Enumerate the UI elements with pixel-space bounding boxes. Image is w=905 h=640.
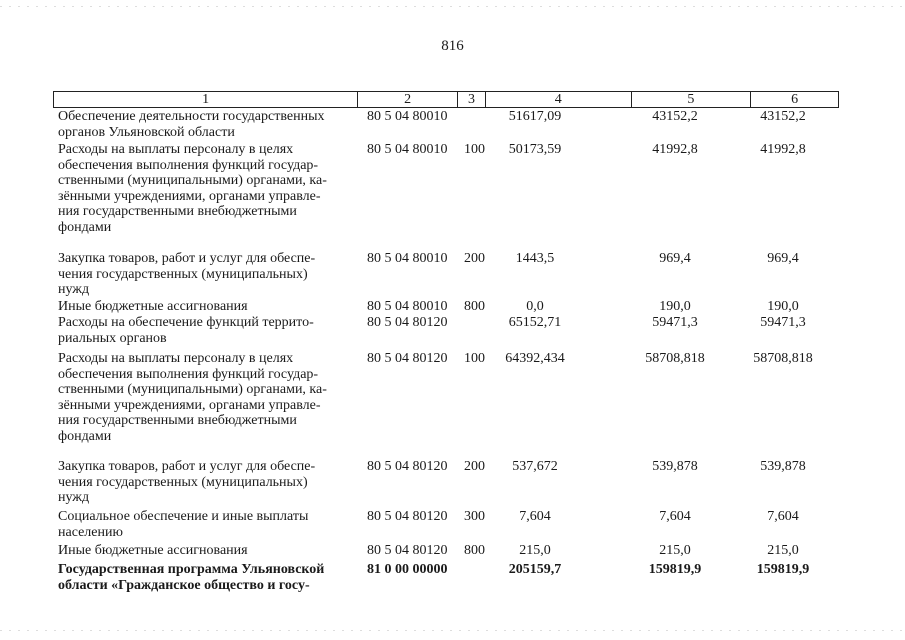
row-value-col6: 41992,8 bbox=[760, 142, 806, 157]
row-value-col4: 537,672 bbox=[512, 459, 558, 474]
header-col-6: 6 bbox=[750, 92, 838, 107]
description-line: органов Ульяновской области bbox=[58, 124, 235, 140]
description-line: Социальное обеспечение и иные выплаты bbox=[58, 509, 309, 524]
row-value-col4: 51617,09 bbox=[508, 109, 562, 124]
description-line: чения государственных (муниципальных) bbox=[58, 474, 308, 490]
row-value-col5: 59471,3 bbox=[652, 315, 698, 330]
row-value-col5: 215,0 bbox=[659, 543, 691, 558]
row-expense-type: 800 bbox=[464, 299, 485, 314]
row-value-col6: 58708,818 bbox=[753, 351, 813, 366]
row-value-col4: 205159,7 bbox=[508, 562, 562, 577]
description-line: ственными (муниципальными) органами, ка- bbox=[58, 382, 327, 398]
description-line: ственными (муниципальными) органами, ка- bbox=[58, 173, 327, 189]
row-expense-type: 100 bbox=[464, 351, 485, 366]
row-value-col5: 58708,818 bbox=[645, 351, 705, 366]
description-line: обеспечения выполнения функций государ- bbox=[58, 157, 319, 173]
row-value-col6: 969,4 bbox=[767, 251, 799, 266]
row-value-col5: 190,0 bbox=[659, 299, 691, 314]
row-description bbox=[58, 459, 354, 506]
description-line: нужд bbox=[58, 490, 90, 506]
header-col-1: 1 bbox=[202, 92, 210, 107]
row-code: 81 0 00 00000 bbox=[367, 562, 448, 577]
row-value-col6: 7,604 bbox=[767, 509, 799, 524]
row-value-col6: 539,878 bbox=[760, 459, 806, 474]
row-value-col5: 969,4 bbox=[659, 251, 691, 266]
row-value-col6: 215,0 bbox=[767, 543, 799, 558]
row-code: 80 5 04 80120 bbox=[367, 509, 448, 524]
description-line: Иные бюджетные ассигнования bbox=[58, 543, 248, 558]
row-description bbox=[58, 315, 354, 346]
row-description bbox=[58, 109, 354, 140]
description-line: нужд bbox=[58, 282, 90, 298]
row-expense-type: 200 bbox=[464, 459, 485, 474]
row-code: 80 5 04 80120 bbox=[367, 315, 448, 330]
description-line: обеспечения выполнения функций государ- bbox=[58, 366, 319, 382]
description-line: Закупка товаров, работ и услуг для обеспе- bbox=[58, 251, 316, 266]
row-value-col5: 7,604 bbox=[659, 509, 691, 524]
row-value-col5: 43152,2 bbox=[652, 109, 698, 124]
row-code: 80 5 04 80010 bbox=[367, 142, 448, 157]
description-line: Расходы на обеспечение функций террито- bbox=[58, 315, 314, 330]
scan-noise-bottom bbox=[0, 630, 905, 631]
row-expense-type: 200 bbox=[464, 251, 485, 266]
description-line: риальных органов bbox=[58, 330, 167, 346]
row-expense-type: 800 bbox=[464, 543, 485, 558]
table-header bbox=[53, 91, 839, 108]
row-value-col4: 50173,59 bbox=[508, 142, 562, 157]
description-line: ния государственными внебюджетными bbox=[58, 413, 297, 429]
row-value-col4: 0,0 bbox=[526, 299, 544, 314]
row-code: 80 5 04 80010 bbox=[367, 109, 448, 124]
header-col-5: 5 bbox=[631, 92, 751, 107]
row-value-col5: 539,878 bbox=[652, 459, 698, 474]
description-line: Обеспечение деятельности государственных bbox=[58, 109, 325, 124]
description-line: Расходы на выплаты персоналу в целях bbox=[58, 351, 294, 366]
row-description bbox=[58, 299, 354, 315]
description-line: зёнными учреждениями, органами управле- bbox=[58, 188, 321, 204]
row-description bbox=[58, 142, 354, 236]
row-expense-type: 300 bbox=[464, 509, 485, 524]
description-line: Иные бюджетные ассигнования bbox=[58, 299, 248, 314]
description-line: фондами bbox=[58, 219, 112, 235]
row-code: 80 5 04 80120 bbox=[367, 543, 448, 558]
row-description bbox=[58, 509, 354, 540]
row-value-col6: 159819,9 bbox=[756, 562, 810, 577]
description-line: населению bbox=[58, 524, 123, 540]
row-value-col4: 7,604 bbox=[519, 509, 551, 524]
header-col-2: 2 bbox=[357, 92, 457, 107]
row-code: 80 5 04 80120 bbox=[367, 351, 448, 366]
description-line: Расходы на выплаты персоналу в целях bbox=[58, 142, 294, 157]
description-line: фондами bbox=[58, 428, 112, 444]
header-col-3: 3 bbox=[457, 92, 485, 107]
row-description bbox=[58, 251, 354, 298]
row-code: 80 5 04 80010 bbox=[367, 299, 448, 314]
row-value-col6: 43152,2 bbox=[760, 109, 806, 124]
row-value-col4: 215,0 bbox=[519, 543, 551, 558]
row-value-col4: 64392,434 bbox=[505, 351, 565, 366]
scan-noise-top bbox=[0, 6, 905, 7]
row-description bbox=[58, 562, 354, 593]
row-description bbox=[58, 543, 354, 559]
row-code: 80 5 04 80010 bbox=[367, 251, 448, 266]
row-value-col6: 59471,3 bbox=[760, 315, 806, 330]
row-value-col4: 1443,5 bbox=[515, 251, 555, 266]
row-value-col6: 190,0 bbox=[767, 299, 799, 314]
row-value-col5: 41992,8 bbox=[652, 142, 698, 157]
row-expense-type: 100 bbox=[464, 142, 485, 157]
header-col-4: 4 bbox=[485, 92, 631, 107]
page-number: 816 bbox=[441, 38, 464, 54]
row-value-col4: 65152,71 bbox=[508, 315, 562, 330]
row-description bbox=[58, 351, 354, 445]
description-line: области «Гражданское общество и госу- bbox=[58, 577, 310, 593]
row-value-col5: 159819,9 bbox=[648, 562, 702, 577]
description-line: ния государственными внебюджетными bbox=[58, 204, 297, 220]
description-line: зёнными учреждениями, органами управле- bbox=[58, 397, 321, 413]
description-line: Закупка товаров, работ и услуг для обеспе- bbox=[58, 459, 316, 474]
row-code: 80 5 04 80120 bbox=[367, 459, 448, 474]
description-line: чения государственных (муниципальных) bbox=[58, 266, 308, 282]
description-line: Государственная программа Ульяновской bbox=[58, 562, 325, 577]
